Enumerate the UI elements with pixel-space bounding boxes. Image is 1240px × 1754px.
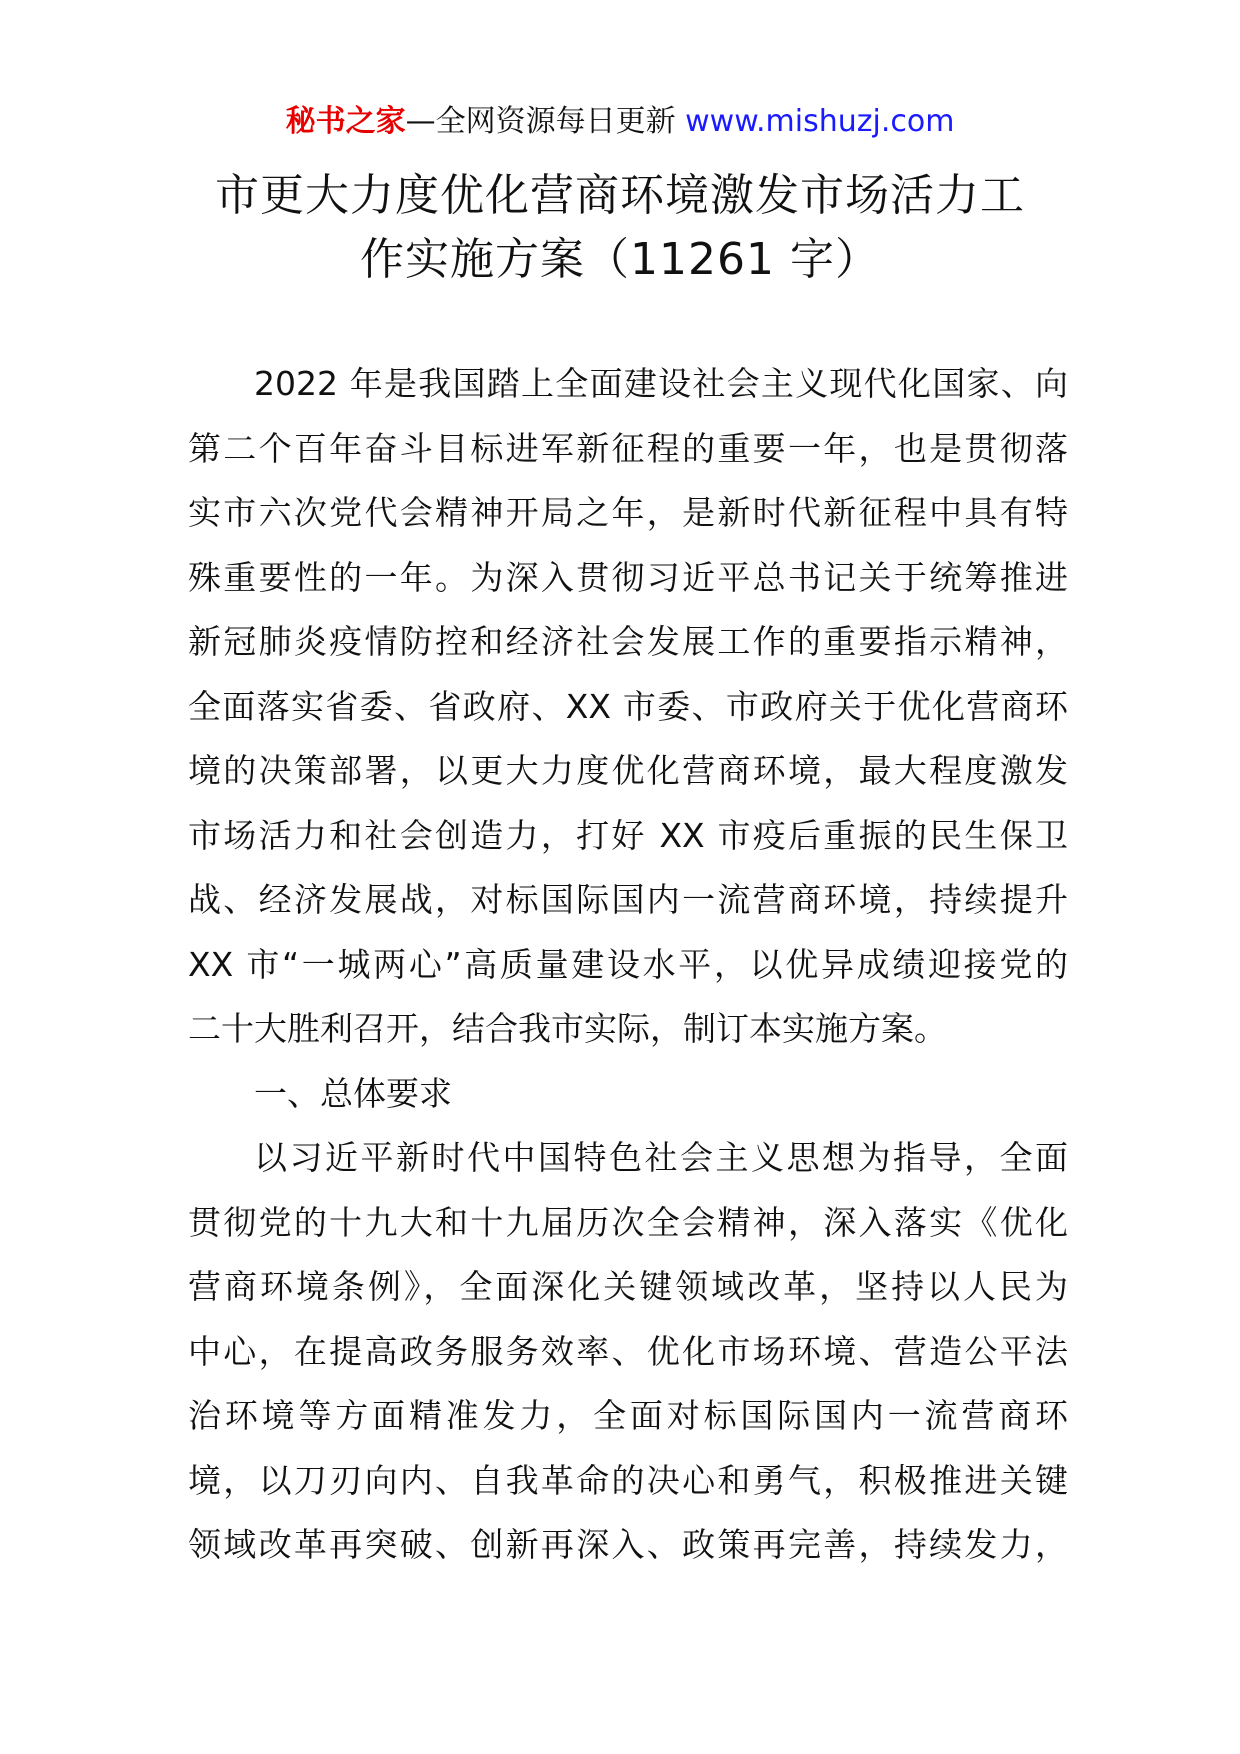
section-heading: 一、总体要求	[254, 1073, 452, 1113]
paragraph-2	[188, 1126, 1068, 1578]
brand-name: 秘书之家	[285, 104, 406, 139]
text-line: 领域改革再突破、创新再深入、政策再完善，持续发力，	[188, 1525, 1068, 1564]
text-line: 境，以刀刃向内、自我革命的决心和勇气，积极推进关键	[188, 1460, 1068, 1500]
site-banner	[0, 102, 1240, 142]
text-line: 殊重要性的一年。为深入贯彻习近平总书记关于统筹推进	[188, 557, 1068, 597]
text-line: 新冠肺炎疫情防控和经济社会发展工作的重要指示精神，	[188, 622, 1068, 661]
text-line: 市场活力和社会创造力，打好 XX 市疫后重振的民生保卫	[188, 815, 1068, 855]
banner-slogan: —全网资源每日更新	[405, 104, 686, 139]
text-line: 第二个百年奋斗目标进军新征程的重要一年，也是贯彻落	[188, 428, 1068, 468]
text-line: 实市六次党代会精神开局之年，是新时代新征程中具有特	[188, 493, 1068, 532]
text-line: 中心，在提高政务服务效率、优化市场环境、营造公平法	[188, 1331, 1068, 1371]
text-line: 境的决策部署，以更大力度优化营商环境，最大程度激发	[188, 751, 1068, 790]
text-line: 以习近平新时代中国特色社会主义思想为指导，全面	[254, 1138, 1068, 1177]
document-title	[150, 164, 1090, 292]
paragraph-1	[188, 352, 1068, 1062]
text-line: 治环境等方面精准发力，全面对标国际国内一流营商环	[188, 1396, 1068, 1435]
site-url-link[interactable]: www.mishuzj.com	[685, 104, 955, 139]
document-body	[188, 352, 1068, 1578]
text-line: 二十大胜利召开，结合我市实际，制订本实施方案。	[188, 1009, 947, 1048]
text-line: 营商环境条例》，全面深化关键领域改革，坚持以人民为	[188, 1267, 1068, 1306]
title-line-1: 市更大力度优化营商环境激发市场活力工	[215, 170, 1025, 221]
text-line: 全面落实省委、省政府、XX 市委、市政府关于优化营商环	[188, 686, 1068, 726]
text-line: 战、经济发展战，对标国际国内一流营商环境，持续提升	[188, 880, 1068, 919]
text-line: 贯彻党的十九大和十九届历次全会精神，深入落实《优化	[188, 1202, 1068, 1242]
text-line: XX 市“一城两心”高质量建设水平，以优异成绩迎接党的	[188, 944, 1068, 984]
text-line: 2022 年是我国踏上全面建设社会主义现代化国家、向	[254, 364, 1068, 403]
title-line-2: 作实施方案（11261 字）	[360, 234, 880, 285]
